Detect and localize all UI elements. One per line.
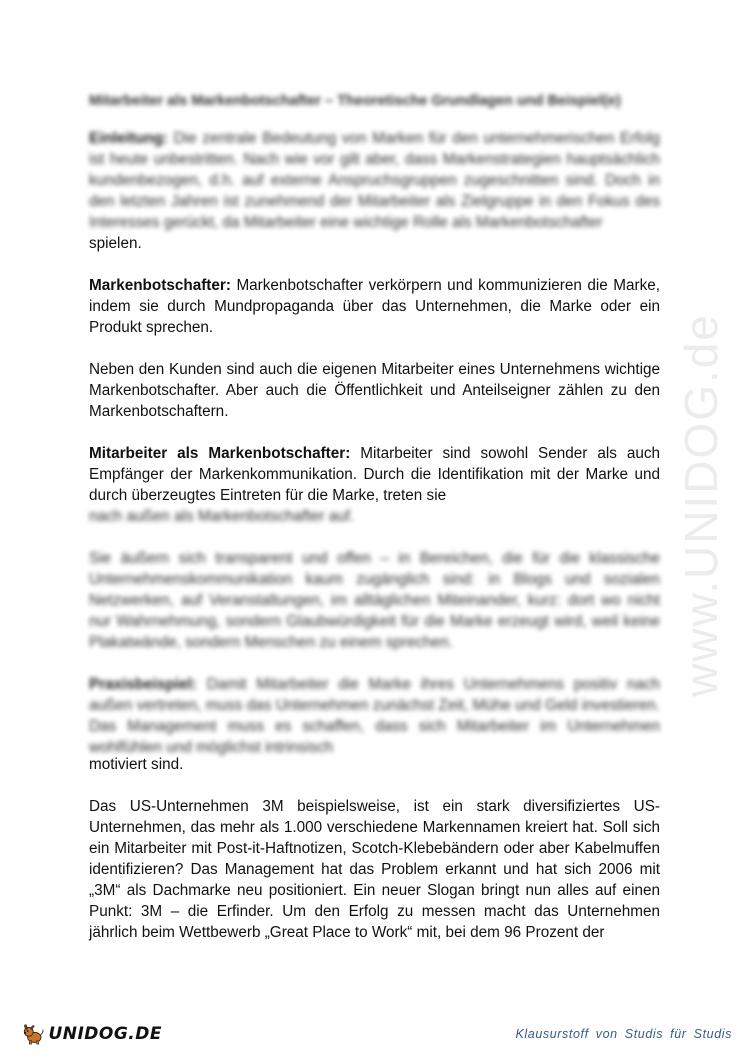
mitarbeiter-text: Mitarbeiter sind sowohl Sender als auch Empfänger der Markenkommunikation. Durch die Identifikation mit der Marke und durch überzeugtes Eintreten für die Marke, treten sie bbox=[89, 445, 661, 504]
paragraph-mitarbeiter-tail bbox=[89, 506, 660, 527]
mitarbeiter-tail: nach außen als Markenbotschafter auf. bbox=[89, 508, 355, 525]
dog-mascot-icon bbox=[22, 1014, 44, 1054]
us-text: Das US-Unternehmen 3M beispielsweise, ist ein stark diversifiziertes US-Unternehmen, das mehr als 1.000 verschiedene Markennamen kreiert hat. Soll sich ein Mitarbeiter mit Post-it-Haftnotizen, Scotch-Klebebändern oder aber Kabelmuffen identifizieren? Das Management hat das Problem erkannt und hat sich 2006 mit „3M“ als Dachmarke neu positioniert. Ein neuer Slogan bringt nun alles auf einen Punkt: 3M – die Erfinder. Um den Erfolg zu messen macht das Unternehmen jährlich beim Wettbewerb „Great Place to Work“ mit, bei dem 96 Prozent der bbox=[89, 798, 660, 941]
paragraph-neben bbox=[89, 359, 660, 422]
paragraph-einleitung bbox=[89, 128, 660, 233]
praxis-tail: motiviert sind. bbox=[89, 756, 184, 773]
paragraph-3m bbox=[89, 796, 660, 943]
mitarbeiter-label: Mitarbeiter als Markenbotschafter: bbox=[89, 445, 351, 462]
paragraph-praxisbeispiel bbox=[89, 674, 660, 758]
document-title: Mitarbeiter als Markenbotschafter – Theoretische Grundlagen und Beispiel(e) bbox=[89, 93, 621, 109]
watermark-text: www.UNIDOG.de bbox=[675, 313, 728, 697]
markenbotschafter-text: Markenbotschafter verkörpern und kommunizieren die Marke, indem sie durch Mundpropaganda über das Unternehmen, die Marke oder ein Produkt sprechen. bbox=[89, 277, 661, 336]
paragraph-markenbotschafter bbox=[89, 275, 660, 338]
document-body bbox=[89, 91, 660, 964]
einleitung-text: Die zentrale Bedeutung von Marken für den unternehmerischen Erfolg ist heute unbestritten. Nach wie vor gilt aber, dass Markenstrategien hauptsächlich kundenbezogen, d.h. auf externe Anspruchsgruppen zugeschnitten sind. Doch in den letzten Jahren ist zunehmend der Mitarbeiter als Zielgruppe in den Fokus des Interesses gerückt, da Mitarbeiter eine wichtige Rolle als Markenbotschafter bbox=[89, 130, 660, 231]
footer-tagline: Klausurstoff von Studis für Studis bbox=[515, 1027, 732, 1041]
paragraph-mitarbeiter bbox=[89, 443, 660, 506]
logo-text: UNIDOG.DE bbox=[48, 1024, 162, 1044]
praxis-text: Damit Mitarbeiter die Marke ihres Unternehmens positiv nach außen vertreten, muss das Unternehmen zunächst Zeit, Mühe und Geld investieren. Das Management muss es schaffen, dass sich Mitarbeiter im Unternehmen wohlfühlen und möglichst intrinsisch bbox=[89, 676, 660, 756]
praxis-label: Praxisbeispiel: bbox=[89, 676, 197, 693]
aeussern-text: Sie äußern sich transparent und offen – in Bereichen, die für die klassische Unternehmenskommunikation kaum zugänglich sind: in Blogs und sozialen Netzwerken, auf Veranstaltungen, im alltäglichen Miteinander, kurz: dort wo nicht nur Wahrnehmung, sondern Glaubwürdigkeit für die Marke erzeugt wird, weil keine Plakatwände, sondern Menschen zu einem sprechen. bbox=[89, 550, 660, 651]
unidog-logo bbox=[22, 1012, 162, 1056]
markenbotschafter-label: Markenbotschafter: bbox=[89, 277, 231, 294]
einleitung-label: Einleitung: bbox=[89, 130, 169, 147]
watermark bbox=[656, 270, 746, 740]
paragraph-einleitung-tail bbox=[89, 233, 660, 254]
neben-text: Neben den Kunden sind auch die eigenen Mitarbeiter eines Unternehmens wichtige Markenbotschafter. Aber auch die Öffentlichkeit und Anteilseigner zählen zu den Markenbotschaftern. bbox=[89, 361, 660, 420]
paragraph-aeussern bbox=[89, 548, 660, 653]
einleitung-tail: spielen. bbox=[89, 235, 142, 252]
